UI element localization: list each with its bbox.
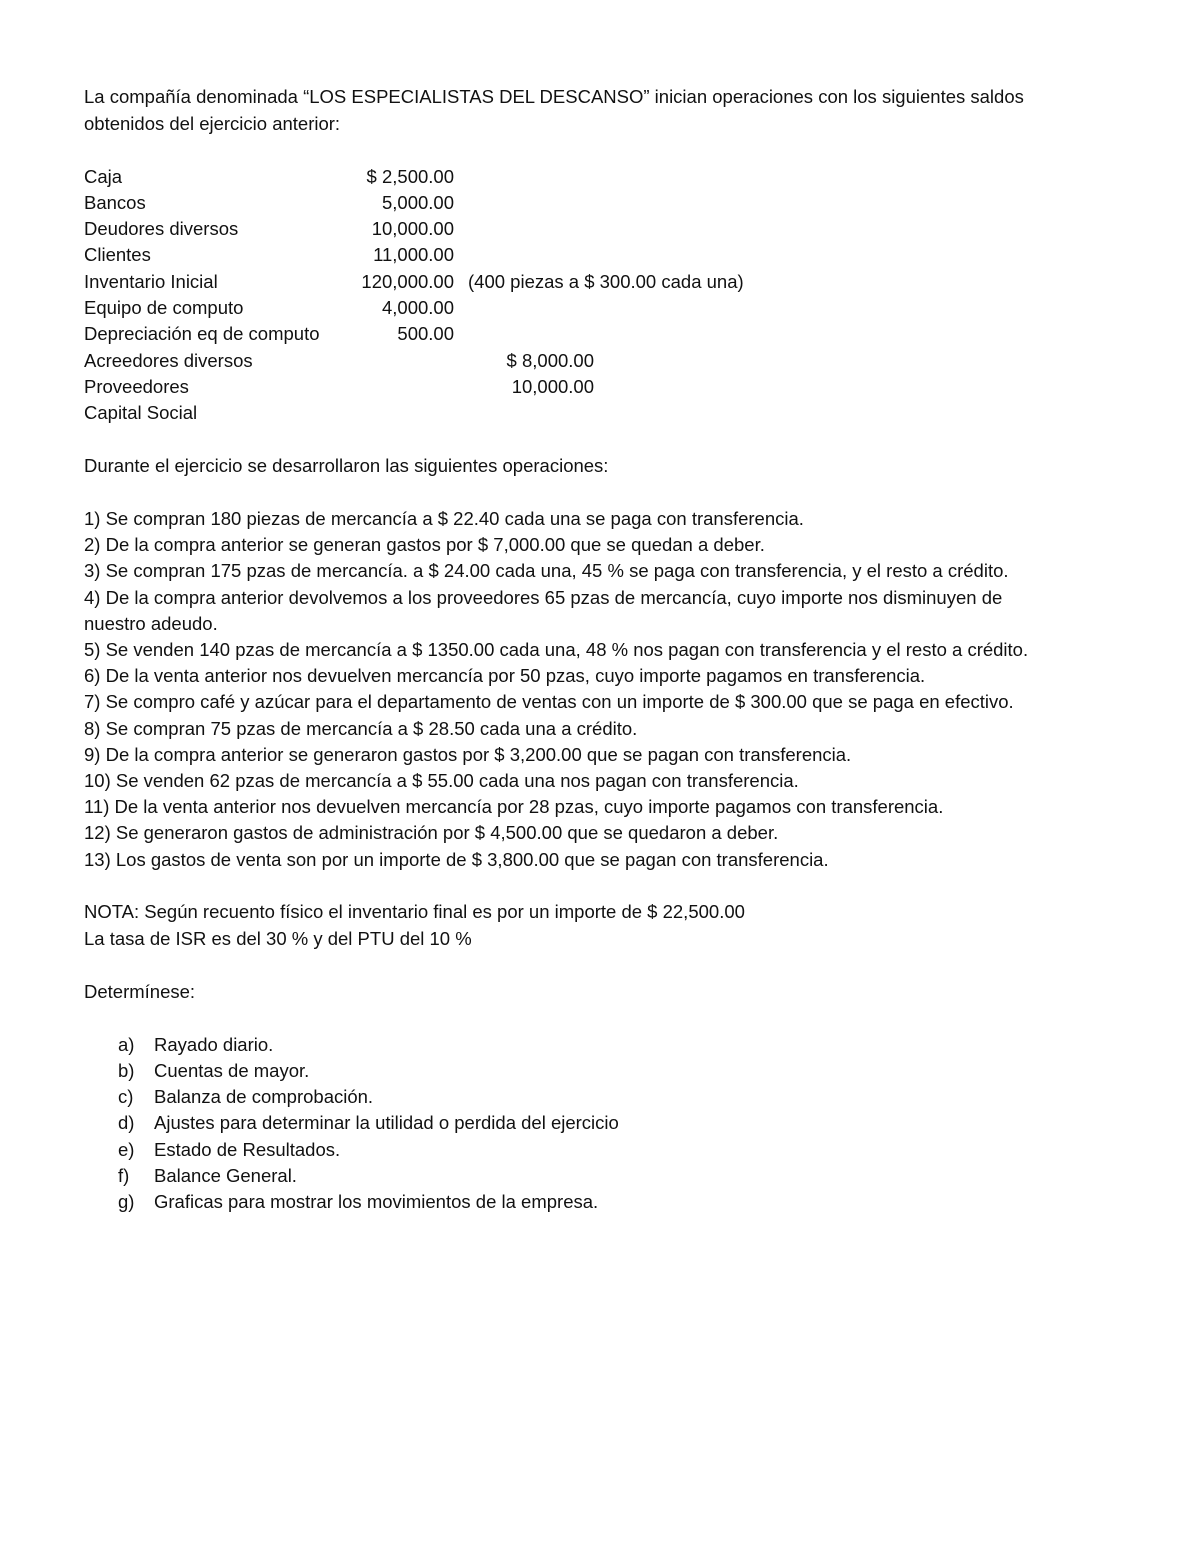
account-name: Inventario Inicial [84, 270, 218, 292]
debit-amount: $ 2,500.00 [366, 165, 454, 187]
operations-intro: Durante el ejercicio se desarrollaron las siguientes operaciones: [84, 454, 609, 476]
balance-note: (400 piezas a $ 300.00 cada una) [468, 270, 744, 292]
list-item-text: Graficas para mostrar los movimientos de la empresa. [154, 1190, 599, 1212]
balance-row [84, 242, 1104, 268]
operation-line: 9) De la compra anterior se generaron gastos por $ 3,200.00 que se pagan con transferencia. [84, 743, 852, 765]
debit-amount: 120,000.00 [361, 270, 454, 292]
operation-line: 6) De la venta anterior nos devuelven mercancía por 50 pzas, cuyo importe pagamos en transferencia. [84, 665, 926, 687]
balance-row [84, 400, 1104, 426]
determine-title: Determínese: [84, 980, 196, 1002]
account-name: Equipo de computo [84, 296, 244, 318]
determine-list [84, 1032, 1104, 1215]
list-item-text: Ajustes para determinar la utilidad o perdida del ejercicio [154, 1112, 619, 1134]
balance-row [84, 321, 1104, 347]
account-name: Depreciación eq de computo [84, 323, 320, 345]
account-name: Clientes [84, 244, 151, 266]
list-item-text: Estado de Resultados. [154, 1138, 341, 1160]
debit-amount: 500.00 [397, 323, 454, 345]
list-item [84, 1163, 1104, 1189]
account-name: Acreedores diversos [84, 349, 253, 371]
list-item [84, 1189, 1104, 1215]
list-item-label: f) [118, 1164, 130, 1186]
intro-line-1: La compañía denominada “LOS ESPECIALISTAS DEL DESCANSO” inician operaciones con los siguientes saldos [84, 86, 1024, 107]
list-item-label: e) [118, 1138, 135, 1160]
account-name: Proveedores [84, 375, 189, 397]
operation-line: 8) Se compran 75 pzas de mercancía a $ 28.50 cada una a crédito. [84, 717, 638, 739]
balance-row [84, 164, 1104, 190]
operations-list [84, 506, 1104, 873]
list-item [84, 1137, 1104, 1163]
operation-line: 3) Se compran 175 pzas de mercancía. a $ 24.00 cada una, 45 % se paga con transferencia, y el resto a crédito. [84, 560, 1009, 582]
operation-line: 13) Los gastos de venta son por un importe de $ 3,800.00 que se pagan con transferencia. [84, 848, 829, 870]
list-item [84, 1084, 1104, 1110]
debit-amount: 4,000.00 [381, 296, 454, 318]
balance-row [84, 269, 1104, 295]
operation-line: 2) De la compra anterior se generan gastos por $ 7,000.00 que se quedan a deber. [84, 534, 765, 556]
credit-amount: 10,000.00 [511, 375, 594, 397]
list-item-label: a) [118, 1033, 135, 1055]
balance-row [84, 348, 1104, 374]
document-page [84, 84, 1104, 1215]
list-item-text: Cuentas de mayor. [154, 1060, 310, 1081]
operation-line: 11) De la venta anterior nos devuelven mercancía por 28 pzas, cuyo importe pagamos con transferencia. [84, 796, 944, 818]
balance-row [84, 190, 1104, 216]
debit-amount: 5,000.00 [381, 191, 454, 213]
list-item-text: Balanza de comprobación. [154, 1086, 374, 1108]
list-item-text: Rayado diario. [154, 1033, 274, 1055]
balance-row [84, 374, 1104, 400]
list-item [84, 1110, 1104, 1136]
operation-line: 4) De la compra anterior devolvemos a los proveedores 65 pzas de mercancía, cuyo importe nos disminuyen de [84, 586, 1003, 608]
list-item-label: c) [118, 1086, 134, 1108]
list-item-label: g) [118, 1190, 135, 1212]
account-name: Capital Social [84, 402, 198, 424]
list-item [84, 1058, 1104, 1084]
account-name: Bancos [84, 191, 146, 213]
list-item-label: b) [118, 1060, 135, 1081]
operation-line: 5) Se venden 140 pzas de mercancía a $ 1350.00 cada una, 48 % nos pagan con transferencia y el resto a crédito. [84, 638, 1029, 660]
balance-row [84, 216, 1104, 242]
operation-line: 1) Se compran 180 piezas de mercancía a $ 22.40 cada una se paga con transferencia. [84, 507, 804, 529]
list-item [84, 1032, 1104, 1058]
opening-balances [84, 164, 1104, 427]
operation-line: 10) Se venden 62 pzas de mercancía a $ 55.00 cada una nos pagan con transferencia. [84, 770, 799, 791]
intro-line-2: obtenidos del ejercicio anterior: [84, 112, 341, 134]
note-line-1: NOTA: Según recuento físico el inventario final es por un importe de $ 22,500.00 [84, 901, 745, 923]
operation-line: nuestro adeudo. [84, 612, 218, 634]
debit-amount: 10,000.00 [371, 218, 454, 240]
account-name: Deudores diversos [84, 218, 239, 240]
operation-line: 12) Se generaron gastos de administración por $ 4,500.00 que se quedaron a deber. [84, 822, 779, 844]
debit-amount: 11,000.00 [373, 244, 454, 266]
account-name: Caja [84, 165, 123, 187]
list-item-label: d) [118, 1112, 135, 1134]
list-item-text: Balance General. [154, 1164, 297, 1186]
operation-line: 7) Se compro café y azúcar para el departamento de ventas con un importe de $ 300.00 que se paga en efectivo. [84, 691, 1014, 713]
balance-row [84, 295, 1104, 321]
note-line-2: La tasa de ISR es del 30 % y del PTU del 10 % [84, 927, 472, 949]
credit-amount: $ 8,000.00 [506, 349, 594, 371]
